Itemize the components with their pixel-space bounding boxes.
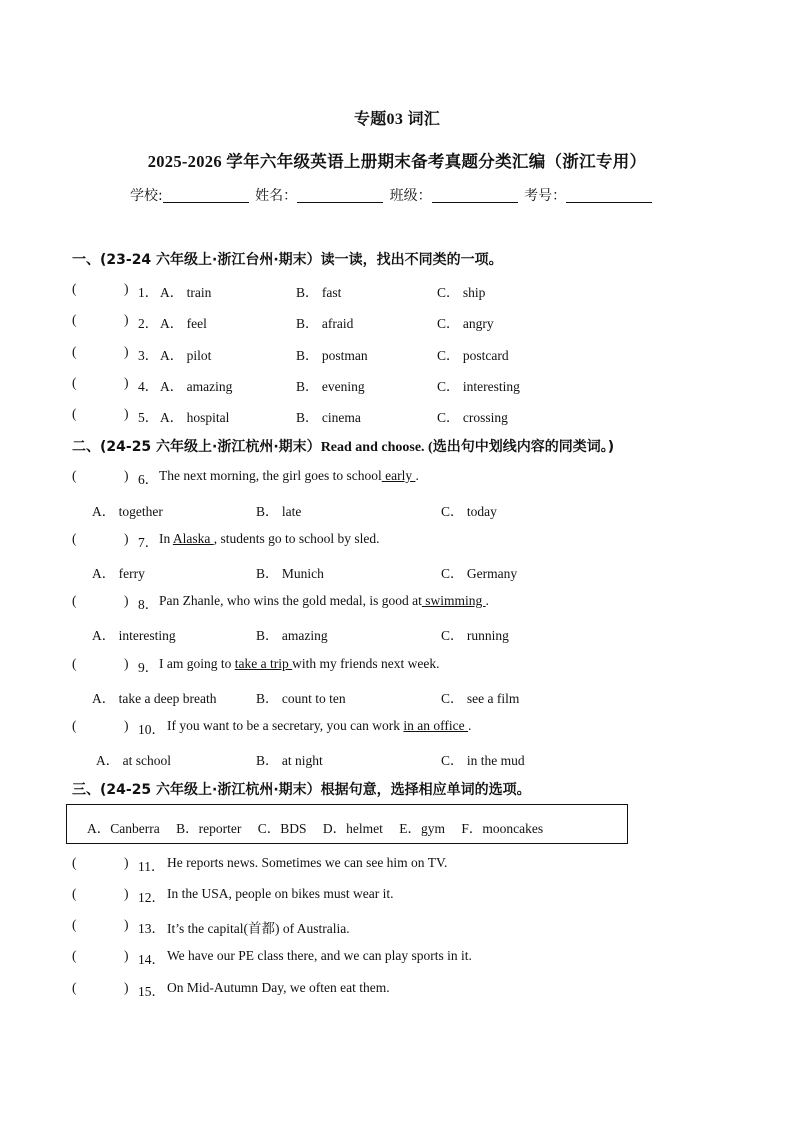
question-text: It’s the capital(首都) of Australia. [167, 921, 350, 936]
class-label: 班级： [389, 188, 432, 204]
question-text: In the USA, people on bikes must wear it. [167, 886, 394, 901]
question-number: 13． [138, 921, 165, 936]
word-option-c: C．BDS [257, 821, 307, 836]
option-a: A． take a deep breath [92, 691, 217, 706]
question-number: 9． [138, 660, 159, 675]
underlined-word: swimming [421, 593, 486, 608]
exam-number-label: 考号： [524, 188, 567, 204]
question-text: We have our PE class there, and we can play sports in it. [167, 948, 472, 963]
option-b: B． postman [296, 348, 368, 363]
option-a: A． together [92, 504, 163, 519]
option-c: C． ship [437, 285, 486, 300]
option-c: C． postcard [437, 348, 509, 363]
question-number: 6． [138, 472, 159, 487]
student-info-line [130, 185, 654, 205]
option-b: B． amazing [256, 628, 328, 643]
section1-heading: 一、(23-24 六年级上·浙江台州·期末）读一读，找出不同类的一项。 [72, 252, 503, 268]
worksheet-page: 专题03 词汇 2025-2026 学年六年级英语上册期末备考真题分类汇编（浙江专用） 学校: 姓名： 班级： 考号： 一、(23-24 六年级上·浙江台州·期末）读一读，找出不同类的一项。 ( ) 1． A． train B． fast C． ship ( ) 2． A． feel B． afraid C． angry ( ) 3． A． pilot B． postman C． postcard ( ) 4． A． amazing B． evening C． interesting ( ) 5． A． hospital B． cinema C． crossing 二、(24-25 六年级上·浙江杭州·期末）Read and choose. (选出句中划线内容的同类词。) ( ) 6． The next morning, the girl goes to school early . A． together B． late C． today ( ) 7． In Alaska , students go to school by sled. A． ferry B． Munich C． Germany ( ) 8． Pan Zhanle, who wins the gold medal, is good at swimming . A． interesting B． amazing C． running ( ) 9． I am going to take a trip with my friends next week. A． take a deep breath B． count to ten C． see a film ( ) 10． If you want to be a secretary, you can work in an office . A． at school B． at night C． in the mud 三、(24-25 六年级上·浙江杭州·期末）根据句意，选择相应单词的选项。 A．Canberra B．reporter C．BDS D．helmet E．gym F．mooncakes ( ) 11． He reports news. Sometimes we can see him on TV. ( ) 12． In the USA, people on bikes must wear it. ( ) 13． It’s the capital(首都) of Australia. ( ) 14． We have our PE class there, and we can play sports in it. ( ) 15． On Mid-Autumn Day, we often eat them. [0, 0, 794, 1123]
school-blank[interactable] [163, 188, 249, 203]
question-text: He reports news. Sometimes we can see him on TV. [167, 855, 448, 870]
option-a: A． train [160, 285, 212, 300]
question-text: If you want to be a secretary, you can work in an office . [167, 718, 472, 733]
option-b: B． at night [256, 753, 323, 768]
question-number: 2． [138, 316, 159, 331]
question-text: Pan Zhanle, who wins the gold medal, is good at swimming . [159, 593, 489, 608]
word-bank-box [66, 804, 628, 844]
option-b: B． late [256, 504, 302, 519]
option-a: A． pilot [160, 348, 212, 363]
question-number: 15． [138, 984, 165, 999]
option-b: B． fast [296, 285, 342, 300]
option-a: A． interesting [92, 628, 176, 643]
question-number: 3． [138, 348, 159, 363]
class-blank[interactable] [432, 188, 518, 203]
question-text: I am going to take a trip with my friends next week. [159, 656, 440, 671]
option-c: C． interesting [437, 379, 520, 394]
page-subtitle: 2025-2026 学年六年级英语上册期末备考真题分类汇编（浙江专用） [147, 152, 647, 171]
option-c: C． in the mud [441, 753, 525, 768]
option-b: B． afraid [296, 316, 354, 331]
question-text: On Mid-Autumn Day, we often eat them. [167, 980, 390, 995]
option-a: A． feel [160, 316, 207, 331]
underlined-word: take a trip [234, 656, 293, 671]
question-number: 7． [138, 535, 159, 550]
school-label: 学校: [130, 188, 163, 204]
option-a: A． at school [96, 753, 171, 768]
question-number: 11． [138, 859, 165, 874]
option-c: C． today [441, 504, 497, 519]
word-option-a: A．Canberra [87, 821, 160, 836]
option-b: B． Munich [256, 566, 324, 581]
question-text: The next morning, the girl goes to school early . [159, 468, 419, 483]
question-number: 5． [138, 410, 159, 425]
underlined-word: in an office [403, 718, 469, 733]
question-number: 10． [138, 722, 165, 737]
section3-heading: 三、(24-25 六年级上·浙江杭州·期末）根据句意，选择相应单词的选项。 [72, 782, 531, 798]
word-option-e: E．gym [399, 821, 445, 836]
word-option-b: B．reporter [176, 821, 242, 836]
question-text: In Alaska , students go to school by sled. [159, 531, 380, 546]
name-blank[interactable] [297, 188, 383, 203]
option-b: B． cinema [296, 410, 361, 425]
question-number: 1． [138, 285, 159, 300]
question-number: 4． [138, 379, 159, 394]
option-c: C． crossing [437, 410, 508, 425]
question-number: 12． [138, 890, 165, 905]
option-a: A． ferry [92, 566, 145, 581]
section2-heading: 二、(24-25 六年级上·浙江杭州·期末）Read and choose. (选出句中划线内容的同类词。) [72, 439, 615, 455]
question-number: 14． [138, 952, 165, 967]
exam-number-blank[interactable] [566, 188, 652, 203]
option-c: C． Germany [441, 566, 518, 581]
word-option-f: F．mooncakes [461, 821, 544, 836]
word-bank-items [87, 817, 555, 837]
option-c: C． angry [437, 316, 494, 331]
underlined-word: Alaska [172, 531, 214, 546]
option-a: A． amazing [160, 379, 233, 394]
option-c: C． running [441, 628, 509, 643]
option-c: C． see a film [441, 691, 520, 706]
word-option-d: D．helmet [322, 821, 383, 836]
name-label: 姓名： [255, 188, 298, 204]
underlined-word: early [381, 468, 416, 483]
question-number: 8． [138, 597, 159, 612]
page-title: 专题03 词汇 [353, 111, 441, 128]
option-b: B． evening [296, 379, 365, 394]
option-a: A． hospital [160, 410, 230, 425]
option-b: B． count to ten [256, 691, 346, 706]
